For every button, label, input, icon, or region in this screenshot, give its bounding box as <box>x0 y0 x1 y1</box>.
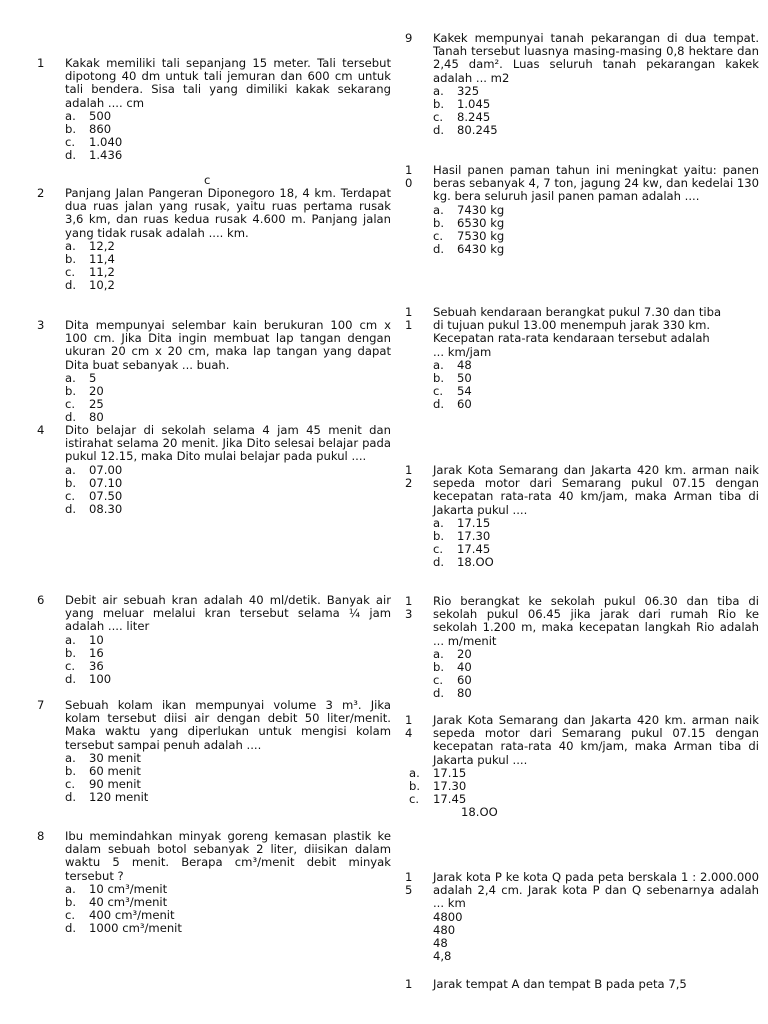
option-value: 07.00 <box>89 462 123 477</box>
option-value: 5 <box>89 370 97 385</box>
option-a <box>433 648 759 661</box>
option-d <box>433 398 759 411</box>
question-8 <box>37 830 391 936</box>
option-letter: a. <box>409 765 420 780</box>
question-text: Kakek mempunyai tanah pekarangan di dua tempat. Tanah tersebut luasnya masing-masing 0,8 hektare dan 2,45 dam². Luas seluruh tanah pekarangan kakek adalah ... m2 <box>433 31 759 85</box>
option-letter: d. <box>65 921 77 936</box>
option-value: 4800 <box>433 909 463 924</box>
option-letter: a. <box>433 83 444 98</box>
answer-options <box>65 752 391 805</box>
question-number: 1 <box>405 977 413 991</box>
option-d <box>433 687 759 700</box>
answer-options <box>433 204 759 257</box>
option-value: 12,2 <box>89 238 115 253</box>
option-letter: b. <box>433 215 445 230</box>
option-letter: a. <box>65 370 76 385</box>
option-value: 30 menit <box>89 750 141 765</box>
option-d <box>65 673 391 686</box>
option-value: 25 <box>89 397 104 412</box>
question-11 <box>405 306 759 412</box>
option-letter: b. <box>65 252 77 267</box>
option-letter: d. <box>433 123 445 138</box>
question-text: Sebuah kendaraan berangkat pukul 7.30 dan tiba di tujuan pukul 13.00 menempuh jarak 330 km. Kecepatan rata-rata kendaraan tersebut adalah ... km/jam <box>433 305 722 359</box>
question-text: Dito belajar di sekolah selama 4 jam 45 menit dan istirahat selama 20 menit. Jika Dito selesai belajar pada pukul 12.15, maka Dito mulai belajar pada pukul .... <box>65 423 391 464</box>
option-value: 4,8 <box>433 949 452 964</box>
option-d <box>65 922 391 935</box>
option-letter: c. <box>433 110 444 125</box>
option-value: 480 <box>433 922 456 937</box>
option-letter: d. <box>433 242 445 257</box>
question-7 <box>37 699 391 805</box>
option-letter: b. <box>65 122 77 137</box>
question-text: Dita mempunyai selembar kain berukuran 100 cm x 100 cm. Jika Dita ingin membuat lap tangan dengan ukuran 20 cm x 20 cm, maka lap tangan yang dapat Dita buat sebanyak ... buah. <box>65 318 391 372</box>
question-text: Ibu memindahkan minyak goreng kemasan plastik ke dalam sebuah botol sebanyak 2 liter, diisikan dalam waktu 5 menit. Berapa cm³/menit debit minyak tersebut ? <box>65 829 391 883</box>
question-number: 8 <box>37 829 45 843</box>
option-c <box>405 793 759 806</box>
option-letter: a. <box>65 881 76 896</box>
option-value: 10 cm³/menit <box>89 881 168 896</box>
option-value: 8.245 <box>457 110 491 125</box>
option-letter: d. <box>65 672 77 687</box>
option-d <box>65 149 391 162</box>
option-value: 48 <box>457 357 472 372</box>
option-value: 17.15 <box>433 765 467 780</box>
option-value: 11,4 <box>89 252 115 267</box>
question-text: Jarak Kota Semarang dan Jakarta 420 km. arman naik sepeda motor dari Semarang pukul 07.15 dengan kecepatan rata-rata 40 km/jam, maka Arman tiba di Jakarta pukul .... <box>433 463 759 517</box>
option-letter: b. <box>433 660 445 675</box>
answer-options <box>65 110 391 163</box>
answer-options <box>65 634 391 687</box>
option-letter: b. <box>409 779 421 794</box>
option-d <box>433 124 759 137</box>
option-letter: c. <box>65 489 76 504</box>
option-value: 60 menit <box>89 764 141 779</box>
question-number: 6 <box>37 593 45 607</box>
option-letter: a. <box>433 357 444 372</box>
option-value: 80 <box>457 686 472 701</box>
answer-options <box>409 765 759 820</box>
option-value: 10,2 <box>89 278 115 293</box>
answer-options <box>433 911 759 964</box>
question-number: 4 <box>37 423 45 437</box>
option-letter: c. <box>65 659 76 674</box>
option-letter: b. <box>433 371 445 386</box>
option-extra: 18.OO <box>461 805 498 820</box>
option-value: 325 <box>457 83 480 98</box>
option-value: 20 <box>457 646 472 661</box>
option-letter: d. <box>433 686 445 701</box>
question-text: Jarak Kota Semarang dan Jakarta 420 km. arman naik sepeda motor dari Semarang pukul 07.15 dengan kecepatan rata-rata 40 km/jam, maka Arman tiba di Jakarta pukul .... <box>433 713 759 767</box>
question-number: 1 3 <box>405 594 413 622</box>
option-d <box>65 503 391 516</box>
option-letter: c. <box>409 792 420 807</box>
option-letter: b. <box>65 645 77 660</box>
option-value: 60 <box>457 673 472 688</box>
option-value: 48 <box>433 936 448 951</box>
option-value: 07.50 <box>89 489 123 504</box>
option-b <box>433 661 759 674</box>
answer-options <box>433 359 759 412</box>
question-3 <box>37 319 391 425</box>
question-number: 7 <box>37 698 45 712</box>
option-letter: d. <box>433 397 445 412</box>
stray-mark: c <box>204 173 211 187</box>
answer-options <box>65 464 391 517</box>
option-letter: a. <box>65 108 76 123</box>
option-value: 07.10 <box>89 475 123 490</box>
question-2 <box>37 187 391 293</box>
option-a <box>65 110 391 123</box>
question-text: Panjang Jalan Pangeran Diponegoro 18, 4 km. Terdapat dua ruas jalan yang rusak, yaitu ruas pertama rusak 3,6 km, dan ruas kedua rusak 4.600 m. Panjang jalan yang tidak rusak adalah .... km. <box>65 186 391 240</box>
option-value: 100 <box>89 672 112 687</box>
option-c <box>65 398 391 411</box>
question-text: Debit air sebuah kran adalah 40 ml/detik. Banyak air yang meluar melalui kran tersebut selama ¼ jam adalah .... liter <box>65 593 391 634</box>
option-value: 36 <box>89 659 104 674</box>
question-number: 1 <box>37 56 45 70</box>
option-letter: c. <box>65 777 76 792</box>
option-letter: d. <box>65 790 77 805</box>
option-value: 40 cm³/menit <box>89 895 168 910</box>
option-value: 17.45 <box>433 792 467 807</box>
option-value: 1.040 <box>89 135 123 150</box>
option-value: 17.30 <box>457 529 491 544</box>
option-letter: d. <box>65 148 77 163</box>
option-value: 50 <box>457 371 472 386</box>
option-value: 500 <box>89 108 112 123</box>
question-text: Rio berangkat ke sekolah pukul 06.30 dan tiba di sekolah pukul 06.45 jika jarak dari rumah Rio ke sekolah 1.200 m, maka kecepatan langkah Rio adalah ... m/menit <box>433 594 759 648</box>
option-value: 20 <box>89 384 104 399</box>
option-letter: c. <box>433 384 444 399</box>
question-number: 1 2 <box>405 463 413 491</box>
option-value: 90 menit <box>89 777 141 792</box>
option-value: 80.245 <box>457 123 498 138</box>
option-a <box>65 634 391 647</box>
option-value: 1.045 <box>457 97 491 112</box>
option-letter: c. <box>433 542 444 557</box>
question-4 <box>37 424 391 516</box>
option-d <box>65 791 391 804</box>
option-letter: b. <box>65 895 77 910</box>
option-value: 54 <box>457 384 472 399</box>
option-letter: a. <box>433 515 444 530</box>
option-value: 16 <box>89 645 104 660</box>
option-letter: a. <box>65 750 76 765</box>
option-a <box>65 372 391 385</box>
option-letter: a. <box>65 462 76 477</box>
question-number: 1 0 <box>405 163 413 191</box>
option-d <box>433 556 759 569</box>
option-value: 1000 cm³/menit <box>89 921 182 936</box>
option-value: 40 <box>457 660 472 675</box>
option-letter: b. <box>433 97 445 112</box>
option-letter: a. <box>433 646 444 661</box>
question-number: 1 4 <box>405 713 413 741</box>
option-a <box>433 359 759 372</box>
option-value: 7430 kg <box>457 202 505 217</box>
question-14 <box>405 714 759 820</box>
question-number: 1 5 <box>405 870 413 898</box>
answer-options <box>65 372 391 425</box>
question-text: Hasil panen paman tahun ini meningkat yaitu: panen beras sebanyak 4, 7 ton, jagung 24 kw, dan kedelai 130 kg. bera seluruh jasil panen paman adalah .... <box>433 163 759 204</box>
option-letter: b. <box>65 384 77 399</box>
answer-options <box>65 883 391 936</box>
question-number: 3 <box>37 318 45 332</box>
option-value: 1.436 <box>89 148 123 163</box>
option-c <box>433 674 759 687</box>
option-value: 120 menit <box>89 790 149 805</box>
option-letter: c. <box>433 229 444 244</box>
question-9 <box>405 32 759 138</box>
option-c <box>65 660 391 673</box>
question-number: 2 <box>37 186 45 200</box>
question-12 <box>405 464 759 570</box>
option-letter: d. <box>433 555 445 570</box>
question-number: 9 <box>405 31 413 45</box>
option-value: 860 <box>89 122 112 137</box>
option-value: 17.45 <box>457 542 491 557</box>
question-1 <box>37 57 391 163</box>
option-letter: c. <box>65 908 76 923</box>
option-value: 6430 kg <box>457 242 505 257</box>
answer-options <box>433 517 759 570</box>
option-value: 11,2 <box>89 265 115 280</box>
question-number: 1 1 <box>405 305 413 333</box>
option-a <box>65 464 391 477</box>
option-b <box>65 647 391 660</box>
option-value: 60 <box>457 397 472 412</box>
option-value: 17.30 <box>433 779 467 794</box>
question-16 <box>405 978 759 991</box>
question-text: Sebuah kolam ikan mempunyai volume 3 m³. Jika kolam tersebut diisi air dengan debit 50 liter/menit. Maka waktu yang diperlukan untuk mengisi kolam tersebut sampai penuh adalah .... <box>65 698 391 752</box>
answer-options <box>65 240 391 293</box>
option-value: 08.30 <box>89 502 123 517</box>
option-letter: a. <box>433 202 444 217</box>
question-10 <box>405 164 759 256</box>
option-letter: b. <box>65 475 77 490</box>
option-letter: c. <box>65 397 76 412</box>
question-6 <box>37 594 391 686</box>
option-letter: d. <box>65 410 77 425</box>
option-letter: c. <box>65 135 76 150</box>
option-d <box>65 279 391 292</box>
option-letter: c. <box>433 673 444 688</box>
option-a <box>433 204 759 217</box>
question-text: Jarak kota P ke kota Q pada peta berskala 1 : 2.000.000 adalah 2,4 cm. Jarak kota P dan Q sebenarnya adalah ... km <box>433 870 759 911</box>
question-13 <box>405 595 759 701</box>
question-text: Kakak memiliki tali sepanjang 15 meter. Tali tersebut dipotong 40 dm untuk tali jemuran dan 600 cm untuk tali bendera. Sisa tali yang dimiliki kakak sekarang adalah .... cm <box>65 56 391 110</box>
option-value: 7530 kg <box>457 229 505 244</box>
option-b <box>433 372 759 385</box>
option-letter: c. <box>65 265 76 280</box>
option-value: 6530 kg <box>457 215 505 230</box>
answer-options <box>433 648 759 701</box>
option-value: 400 cm³/menit <box>89 908 175 923</box>
question-text: Jarak tempat A dan tempat B pada peta 7,5 <box>433 977 687 991</box>
answer-options <box>433 85 759 138</box>
option-letter: d. <box>65 278 77 293</box>
option-c <box>433 385 759 398</box>
option-letter: b. <box>433 529 445 544</box>
option-value: 17.15 <box>457 515 491 530</box>
option-letter: a. <box>65 238 76 253</box>
option-value: 80 <box>89 410 104 425</box>
option-b <box>65 385 391 398</box>
option-letter: a. <box>65 632 76 647</box>
option-value: 10 <box>89 632 104 647</box>
option-d <box>433 243 759 256</box>
option-letter: d. <box>65 502 77 517</box>
option-value: 18.OO <box>457 555 494 570</box>
option-letter: b. <box>65 764 77 779</box>
question-15 <box>405 871 759 963</box>
